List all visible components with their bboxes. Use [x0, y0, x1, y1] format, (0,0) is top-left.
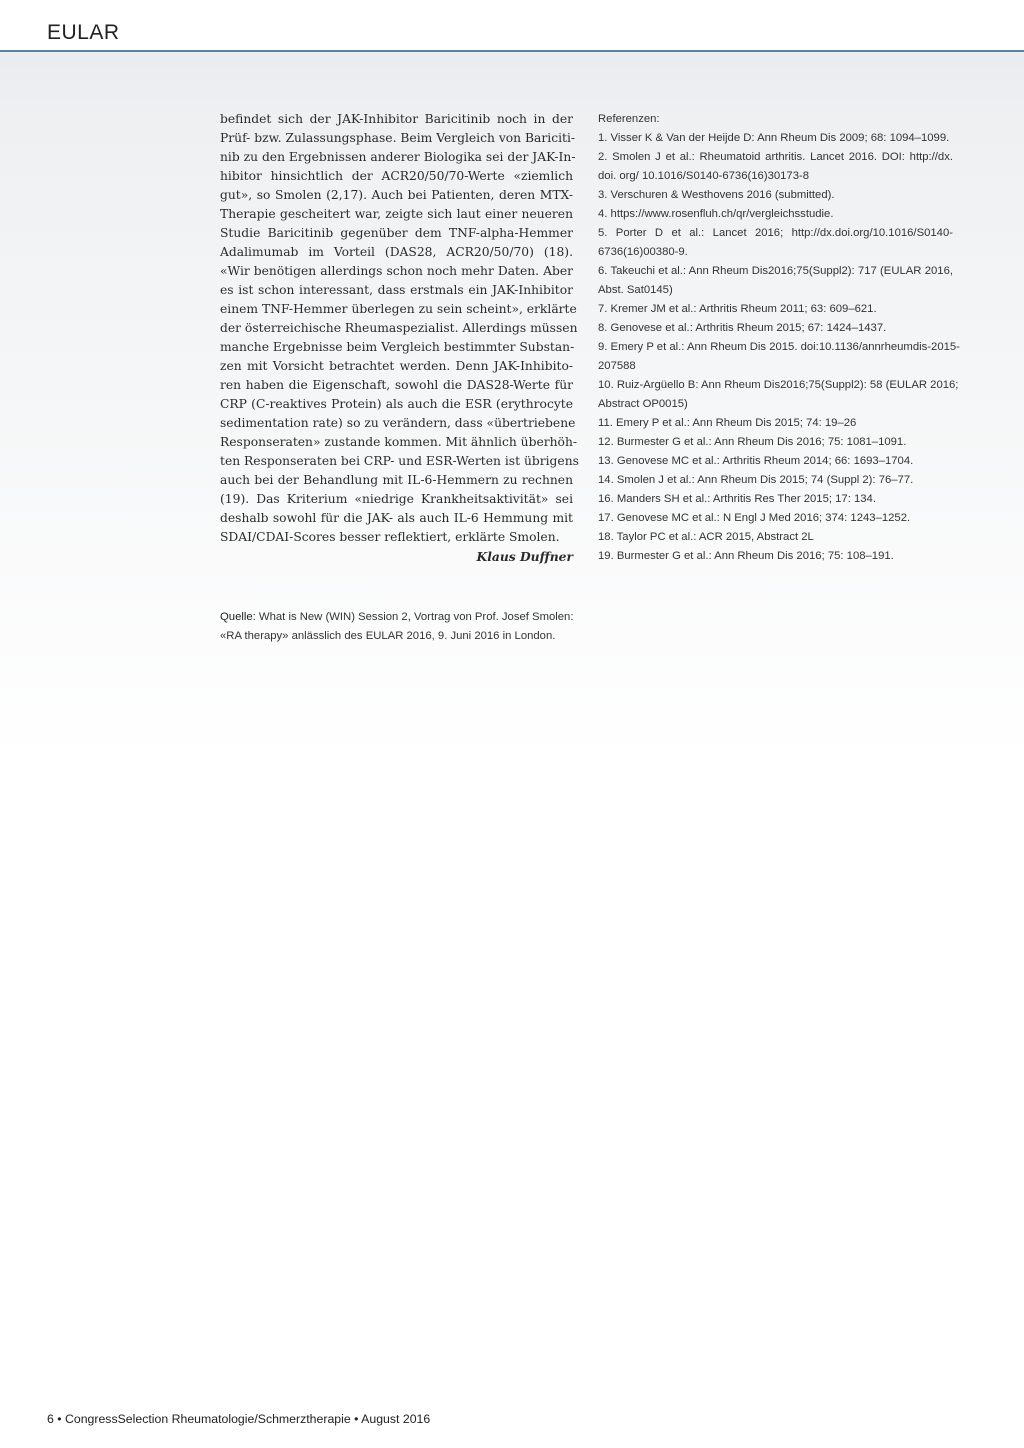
reference-line: 8. Genovese et al.: Arthritis Rheum 2015; 67: 1424–1437. — [598, 322, 887, 334]
reference-line: 1. Visser K & Van der Heijde D: Ann Rheum Dis 2009; 68: 1094–1099. — [598, 132, 950, 144]
article-line: SDAI/CDAI-Scores besser reflektiert, erklärte Smolen. — [220, 530, 560, 544]
source-line — [220, 608, 580, 627]
reference-line: 13. Genovese MC et al.: Arthritis Rheum 2014; 66: 1693–1704. — [598, 455, 914, 467]
article-line: (19). Das Kriterium «niedrige Krankheitsaktivität» sei — [220, 492, 573, 506]
reference-line: doi. org/ 10.1016/S0140-6736(16)30173-8 — [598, 170, 810, 182]
article-line: CRP (C-reaktives Protein) als auch die ESR (erythrocyte — [220, 397, 573, 411]
article-line: deshalb sowohl für die JAK- als auch IL-6 Hemmung mit — [220, 511, 573, 525]
page-footer: 6 • CongressSelection Rheumatologie/Schmerztherapie • August 2016 — [47, 1412, 431, 1426]
article-line: der österreichische Rheumaspezialist. Allerdings müssen — [220, 321, 578, 335]
reference-line: 6736(16)00380-9. — [598, 246, 688, 258]
reference-line: Abst. Sat0145) — [598, 284, 673, 296]
article-line: manche Ergebnisse beim Vergleich bestimmter Substan- — [220, 340, 575, 354]
reference-line: 2. Smolen J et al.: Rheumatoid arthritis. Lancet 2016. DOI: http://dx. — [598, 151, 953, 163]
reference-line: 10. Ruiz-Argüello B: Ann Rheum Dis2016;75(Suppl2): 58 (EULAR 2016; — [598, 379, 959, 391]
reference-line: 7. Kremer JM et al.: Arthritis Rheum 2011; 63: 609–621. — [598, 303, 877, 315]
article-line: gut», so Smolen (2,17). Auch bei Patienten, deren MTX- — [220, 188, 573, 202]
source-note — [220, 608, 580, 646]
reference-line: 11. Emery P et al.: Ann Rheum Dis 2015; 74: 19–26 — [598, 417, 857, 429]
header-bar — [0, 0, 1024, 52]
reference-line: 5. Porter D et al.: Lancet 2016; http://dx.doi.org/10.1016/S0140- — [598, 227, 953, 239]
references-title: Referenzen: — [598, 113, 660, 125]
reference-line: Abstract OP0015) — [598, 398, 688, 410]
reference-line: 3. Verschuren & Westhovens 2016 (submitted). — [598, 189, 835, 201]
article-line: zen mit Vorsicht betrachtet werden. Denn JAK-Inhibito- — [220, 359, 573, 373]
reference-line: 19. Burmester G et al.: Ann Rheum Dis 2016; 75: 108–191. — [598, 550, 894, 562]
reference-line: 14. Smolen J et al.: Ann Rheum Dis 2015; 74 (Suppl 2): 76–77. — [598, 474, 914, 486]
reference-line: 207588 — [598, 360, 636, 372]
reference-line: 6. Takeuchi et al.: Ann Rheum Dis2016;75(Suppl2): 717 (EULAR 2016, — [598, 265, 953, 277]
article-line: Adalimumab im Vorteil (DAS28, ACR20/50/70) (18). — [220, 245, 573, 259]
article-author: Klaus Duffner — [476, 549, 573, 564]
reference-line: 16. Manders SH et al.: Arthritis Res Ther 2015; 17: 134. — [598, 493, 876, 505]
article-line: ren haben die Eigenschaft, sowohl die DAS28-Werte für — [220, 378, 573, 392]
references-list — [598, 110, 960, 566]
article-line: befindet sich der JAK-Inhibitor Baricitinib noch in der — [220, 112, 573, 126]
source-text: What is New (WIN) Session 2, Vortrag von Prof. Josef Smolen: — [255, 611, 574, 623]
article-line: Therapie gescheitert war, zeigte sich laut einer neueren — [220, 207, 573, 221]
reference-line: 9. Emery P et al.: Ann Rheum Dis 2015. doi:10.1136/annrheumdis-2015- — [598, 341, 960, 353]
article-line: Studie Baricitinib gegenüber dem TNF-alpha-Hemmer — [220, 226, 573, 240]
source-line: «RA therapy» anlässlich des EULAR 2016, 9. Juni 2016 in London. — [220, 630, 556, 642]
reference-line: 18. Taylor PC et al.: ACR 2015, Abstract 2L — [598, 531, 814, 543]
article-line: «Wir benötigen allerdings schon noch mehr Daten. Aber — [220, 264, 573, 278]
article-line: auch bei der Behandlung mit IL-6-Hemmern zu rechnen — [220, 473, 573, 487]
article-line: es ist schon interessant, dass erstmals ein JAK-Inhibitor — [220, 283, 573, 297]
section-title: EULAR — [47, 21, 120, 44]
article-line: einem TNF-Hemmer überlegen zu sein scheint», erklärte — [220, 302, 577, 316]
source-label: Quelle: — [220, 611, 256, 623]
reference-line: 12. Burmester G et al.: Ann Rheum Dis 2016; 75: 1081–1091. — [598, 436, 907, 448]
article-line: Prüf- bzw. Zulassungsphase. Beim Vergleich von Bariciti- — [220, 131, 576, 145]
article-line: hibitor hinsichtlich der ACR20/50/70-Werte «ziemlich — [220, 169, 573, 183]
article-body — [220, 110, 579, 566]
article-line: nib zu den Ergebnissen anderer Biologika sei der JAK-In- — [220, 150, 576, 164]
article-line: ten Responseraten bei CRP- und ESR-Werten ist übrigens — [220, 454, 579, 468]
reference-line: 17. Genovese MC et al.: N Engl J Med 2016; 374: 1243–1252. — [598, 512, 911, 524]
article-line: Responseraten» zustande kommen. Mit ähnlich überhöh- — [220, 435, 578, 449]
reference-line: 4. https://www.rosenfluh.ch/qr/vergleichsstudie. — [598, 208, 834, 220]
article-line: sedimentation rate) so zu verändern, dass «übertriebene — [220, 416, 576, 430]
